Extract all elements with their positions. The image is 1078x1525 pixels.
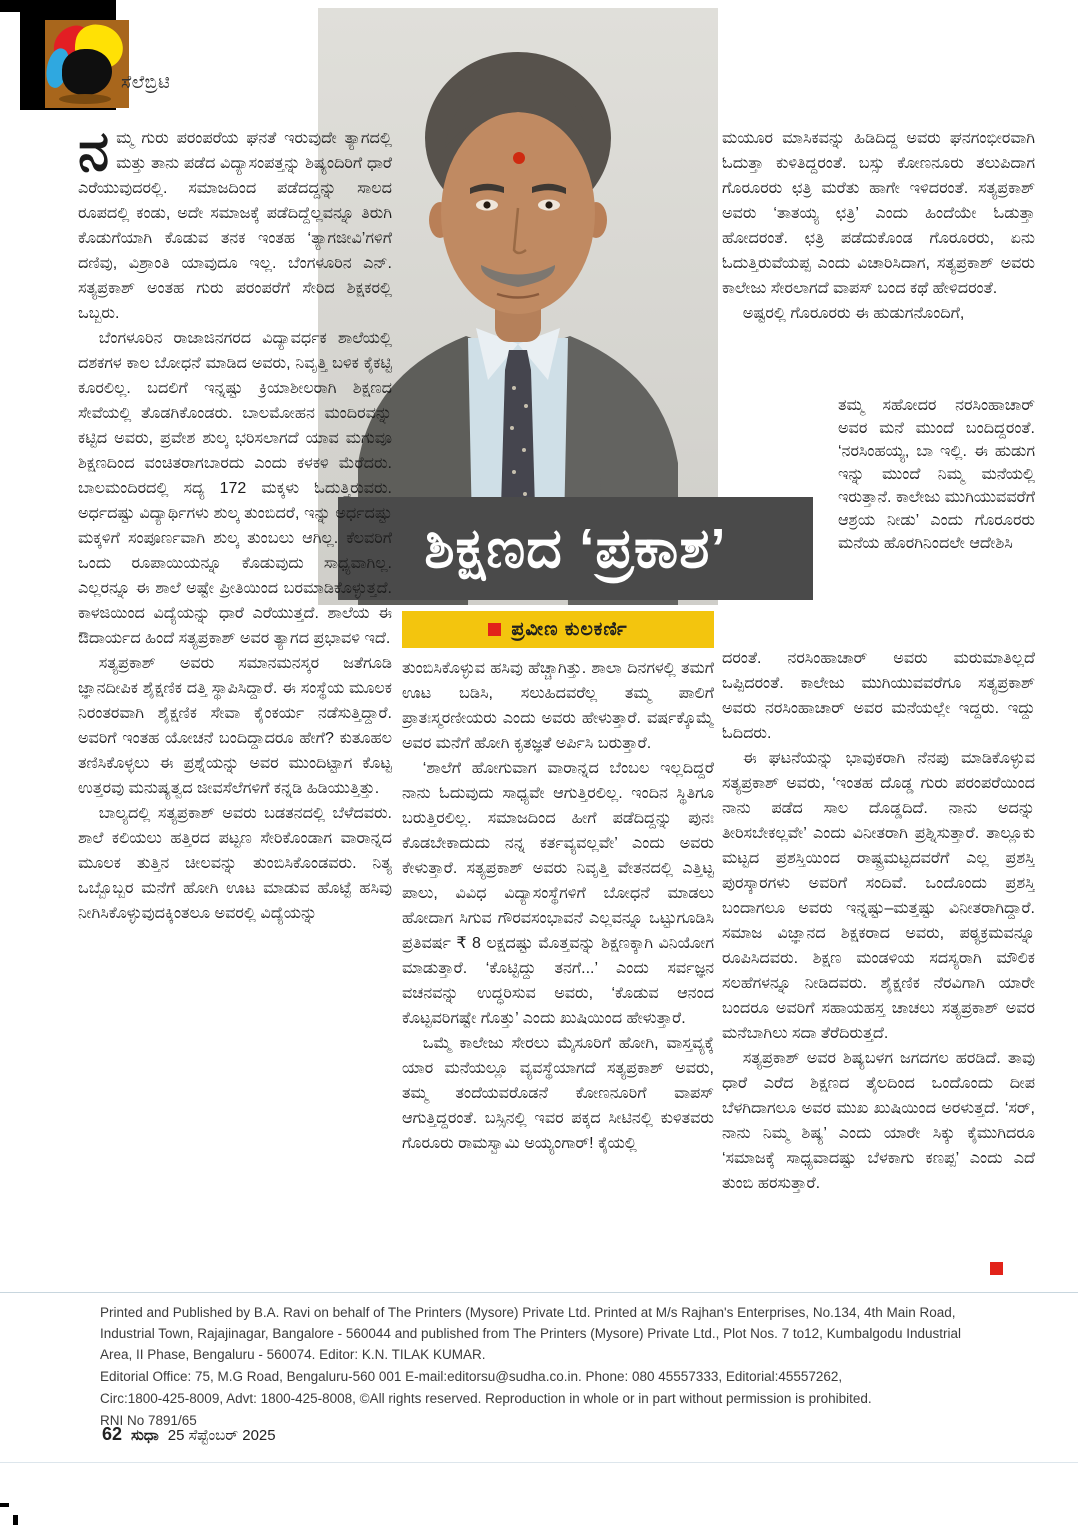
middle-column: [402, 656, 714, 1288]
imprint-line: RNI No 7891/65: [100, 1413, 197, 1428]
binding-mark: [13, 1515, 18, 1525]
paragraph: ‘ಶಾಲೆಗೆ ಹೋಗುವಾಗ ವಾರಾನ್ನದ ಬೆಂಬಲ ಇಲ್ಲದಿದ್ದರೆ ನಾನು ಓದುವುದು ಸಾಧ್ಯವೇ ಆಗುತ್ತಿರಲಿಲ್ಲ. ಇಂದಿನ ಸ್ಥಿತಿಗೂ ಬರುತ್ತಿರಲಿಲ್ಲ. ಸಮಾಜದಿಂದ ಹೀಗೆ ಪಡೆದಿದ್ದನ್ನು ಪುನಃ ಕೊಡಬೇಕಾದುದು ನನ್ನ ಕರ್ತವ್ಯವಲ್ಲವೇ’ ಎಂದು ಅವರು ಕೇಳುತ್ತಾರೆ. ಸತ್ಯಪ್ರಕಾಶ್ ಅವರು ನಿವೃತ್ತಿ ವೇತನದಲ್ಲಿ ಎತ್ತಿಟ್ಟ ಪಾಲು, ವಿವಿಧ ವಿದ್ಯಾಸಂಸ್ಥೆಗಳಿಗೆ ಬೋಧನೆ ಮಾಡಲು ಹೋದಾಗ ಸಿಗುವ ಗೌರವಸಂಭಾವನೆ ಎಲ್ಲವನ್ನೂ ಒಟ್ಟುಗೂಡಿಸಿ ಪ್ರತಿವರ್ಷ ₹ 8 ಲಕ್ಷದಷ್ಟು ಮೊತ್ತವನ್ನು ಶಿಕ್ಷಣಕ್ಕಾಗಿ ವಿನಿಯೋಗ ಮಾಡುತ್ತಾರೆ. ‘ಕೊಟ್ಟಿದ್ದು ತನಗೆ...’ ಎಂದು ಸರ್ವಜ್ಞನ ವಚನವನ್ನು ಉದ್ಧರಿಸುವ ಅವರು, ‘ಕೊಡುವ ಆನಂದ ಕೊಟ್ಟವರಿಗಷ್ಟೇ ಗೊತ್ತು’ ಎಂದು ಖುಷಿಯಿಂದ ಹೇಳುತ್ತಾರೆ.: [402, 760, 714, 1027]
byline-square-icon: [488, 623, 501, 636]
section-label: ಸೆಲೆಬ್ರಿಟಿ: [121, 72, 171, 92]
logo-black-blob-icon: [62, 49, 112, 95]
sudha-logo-square: [45, 20, 129, 108]
paragraph: ಅಷ್ಟರಲ್ಲಿ ಗೊರೂರರು ಈ ಹುಡುಗನೊಂದಿಗೆ,: [742, 305, 965, 322]
bottom-divider: [0, 1462, 1078, 1463]
drop-cap: ನ: [78, 126, 110, 182]
paragraph: ನಮ್ಮ ಗುರು ಪರಂಪರೆಯ ಘನತೆ ಇರುವುದೇ ತ್ಯಾಗದಲ್ಲಿ ಮತ್ತು ತಾನು ಪಡೆದ ವಿದ್ಯಾಸಂಪತ್ತನ್ನು ಶಿಷ್ಯಂದಿರಿಗೆ ಧಾರೆ ಎರೆಯುವುದರಲ್ಲಿ. ಸಮಾಜದಿಂದ ಪಡೆದದ್ದನ್ನು ಸಾಲದ ರೂಪದಲ್ಲಿ ಕಂಡು, ಅದೇ ಸಮಾಜಕ್ಕೆ ಪಡೆದಿದ್ದೆಲ್ಲವನ್ನೂ ತಿರುಗಿ ಕೊಡುಗೆಯಾಗಿ ಕೊಡುವ ತನಕ ಇಂತಹ ‘ತ್ಯಾಗಜೀವಿ’ಗಳಿಗೆ ದಣಿವು, ವಿಶ್ರಾಂತಿ ಯಾವುದೂ ಇಲ್ಲ. ಬೆಂಗಳೂರಿನ ಎನ್. ಸತ್ಯಪ್ರಕಾಶ್ ಅಂತಹ ಗುರು ಪರಂಪರೆಗೆ ಸೇರಿದ ಶಿಕ್ಷಕರಲ್ಲಿ ಒಬ್ಬರು.: [78, 126, 392, 322]
paragraph: ತಮ್ಮ ಸಹೋದರ ನರಸಿಂಹಾಚಾರ್ ಅವರ ಮನೆ ಮುಂದೆ ಬಂದಿದ್ದರಂತೆ. ‘ನರಸಿಂಹಯ್ಯ, ಬಾ ಇಲ್ಲಿ. ಈ ಹುಡುಗ ಇನ್ನು ಮುಂದೆ ನಿಮ್ಮ ಮನೆಯಲ್ಲಿ ಇರುತ್ತಾನೆ. ಕಾಲೇಜು ಮುಗಿಯುವವರೆಗೆ ಆಶ್ರಯ ನೀಡು’ ಎಂದು ಗೊರೂರರು ಮನೆಯ ಹೊರಗಿನಿಂದಲೇ ಆದೇಶಿಸಿ: [838, 397, 1035, 552]
imprint-line: Circ:1800-425-8009, Advt: 1800-425-8008, ©All rights reserved. Reproduction in whole or in part without permission is prohibited.: [100, 1391, 872, 1406]
byline-box: [402, 611, 714, 648]
logo-shadow-ellipse: [59, 94, 111, 104]
paragraph: ದರಂತೆ. ನರಸಿಂಹಾಚಾರ್ ಅವರು ಮರುಮಾತಿಲ್ಲದೆ ಒಪ್ಪಿದರಂತೆ. ಕಾಲೇಜು ಮುಗಿಯುವವರೆಗೂ ಸತ್ಯಪ್ರಕಾಶ್ ಅವರು ನರಸಿಂಹಾಚಾರ್ ಅವರ ಮನೆಯಲ್ಲೇ ಇದ್ದರು. ಇದ್ದು ಓದಿದರು.: [722, 650, 1035, 742]
page-footer: [102, 1424, 276, 1445]
article-end-mark: [990, 1262, 1003, 1275]
binding-mark: [0, 1503, 9, 1507]
sudha-logo: [20, 0, 116, 110]
imprint-line: Printed and Published by B.A. Ravi on behalf of The Printers (Mysore) Private Ltd. Printed at M/s Rajhan's Enterprises, No.134, 4th Main Road, Industrial Town, Rajajinagar, Bangalore - 560044 and published from The Printers (Mysore) Private Ltd., Plot Nos. 7 to12, Kumbalgodu Industrial Area, II Phase, Bengaluru - 560074. Editor: K.N. TILAK KUMAR.: [100, 1305, 961, 1362]
paragraph: ಬೆಂಗಳೂರಿನ ರಾಜಾಜಿನಗರದ ವಿದ್ಯಾವರ್ಧಕ ಶಾಲೆಯಲ್ಲಿ ದಶಕಗಳ ಕಾಲ ಬೋಧನೆ ಮಾಡಿದ ಅವರು, ನಿವೃತ್ತಿ ಬಳಿಕ ಕೈಕಟ್ಟಿ ಕೂರಲಿಲ್ಲ. ಬದಲಿಗೆ ಇನ್ನಷ್ಟು ಕ್ರಿಯಾಶೀಲರಾಗಿ ಶಿಕ್ಷಣದ ಸೇವೆಯಲ್ಲಿ ತೊಡಗಿಕೊಂಡರು. ಬಾಲಮೋಹನ ಮಂದಿರವನ್ನು ಕಟ್ಟಿದ ಅವರು, ಪ್ರವೇಶ ಶುಲ್ಕ ಭರಿಸಲಾಗದೆ ಯಾವ ಮಗುವೂ ಶಿಕ್ಷಣದಿಂದ ವಂಚಿತರಾಗಬಾರದು ಎಂದು ಕಳಕಳಿ ಮೆರೆದರು. ಬಾಲಮಂದಿರದಲ್ಲಿ ಸದ್ಯ 172 ಮಕ್ಕಳು ಓದುತ್ತಿರುವರು. ಅರ್ಧದಷ್ಟು ವಿದ್ಯಾರ್ಥಿಗಳು ಶುಲ್ಕ ತುಂಬಿದರೆ, ಇನ್ನು ಅರ್ಧದಷ್ಟು ಮಕ್ಕಳಿಗೆ ಸಂಪೂರ್ಣವಾಗಿ ಶುಲ್ಕ ತುಂಬಲು ಆಗಿಲ್ಲ. ಕೆಲವರಿಗೆ ಒಂದು ರೂಪಾಯಿಯನ್ನೂ ಕೊಡುವುದು ಸಾಧ್ಯವಾಗಿಲ್ಲ. ಎಲ್ಲರನ್ನೂ ಈ ಶಾಲೆ ಅಷ್ಟೇ ಪ್ರೀತಿಯಿಂದ ಬರಮಾಡಿಕೊಳ್ಳುತ್ತದೆ. ಕಾಳಜಿಯಿಂದ ವಿದ್ಯೆಯನ್ನು ಧಾರೆ ಎರೆಯುತ್ತದೆ. ಶಾಲೆಯ ಈ ಔದಾರ್ಯದ ಹಿಂದೆ ಸತ್ಯಪ್ರಕಾಶ್ ಅವರ ತ್ಯಾಗದ ಪ್ರಭಾವಳಿ ಇದೆ.: [78, 330, 392, 647]
page-number: 62: [102, 1424, 123, 1444]
paragraph: ಬಾಲ್ಯದಲ್ಲಿ ಸತ್ಯಪ್ರಕಾಶ್ ಅವರು ಬಡತನದಲ್ಲಿ ಬೆಳೆದವರು. ಶಾಲೆ ಕಲಿಯಲು ಹತ್ತಿರದ ಪಟ್ಟಣ ಸೇರಿಕೊಂಡಾಗ ವಾರಾನ್ನದ ಮೂಲಕ ತುತ್ತಿನ ಚೀಲವನ್ನು ತುಂಬಿಸಿಕೊಂಡವರು. ನಿತ್ಯ ಒಬ್ಬೊಬ್ಬರ ಮನೆಗೆ ಹೋಗಿ ಊಟ ಮಾಡುವ ಹೊಟ್ಟೆ ಹಸಿವು ನೀಗಿಸಿಕೊಳ್ಳುವುದಕ್ಕಿಂತಲೂ ಅವರಲ್ಲಿ ವಿದ್ಯೆಯನ್ನು: [78, 805, 392, 922]
paragraph: ಒಮ್ಮೆ ಕಾಲೇಜು ಸೇರಲು ಮೈಸೂರಿಗೆ ಹೋಗಿ, ವಾಸ್ತವ್ಯಕ್ಕೆ ಯಾರ ಮನೆಯಲ್ಲೂ ವ್ಯವಸ್ಥೆಯಾಗದೆ ಸತ್ಯಪ್ರಕಾಶ್ ಅವರು, ತಮ್ಮ ತಂದೆಯವರೊಡನೆ ಕೋಣನೂರಿಗೆ ವಾಪಸ್ ಆಗುತ್ತಿದ್ದರಂತೆ. ಬಸ್ಸಿನಲ್ಲಿ ಇವರ ಪಕ್ಕದ ಸೀಟಿನಲ್ಲಿ ಕುಳಿತವರು ಗೊರೂರು ರಾಮಸ್ವಾಮಿ ಅಯ್ಯಂಗಾರ್! ಕೈಯಲ್ಲಿ: [402, 1035, 714, 1152]
imprint-line: Editorial Office: 75, M.G Road, Bengaluru-560 001 E-mail:editorsu@sudha.co.in. Phone: 080 45557333, Editorial:45557262,: [100, 1369, 843, 1384]
paragraph: ಸತ್ಯಪ್ರಕಾಶ್ ಅವರು ಸಮಾನಮನಸ್ಕರ ಜತೆಗೂಡಿ ಜ್ಞಾನದೀಪಿಕ ಶೈಕ್ಷಣಿಕ ದತ್ತಿ ಸ್ಥಾಪಿಸಿದ್ದಾರೆ. ಈ ಸಂಸ್ಥೆಯ ಮೂಲಕ ನಿರಂತರವಾಗಿ ಶೈಕ್ಷಣಿಕ ಸೇವಾ ಕೈಂಕರ್ಯ ನಡೆಸುತ್ತಿದ್ದಾರೆ. ಅವರಿಗೆ ಇಂತಹ ಯೋಚನೆ ಬಂದಿದ್ದಾದರೂ ಹೇಗೆ? ಕುತೂಹಲ ತಣಿಸಿಕೊಳ್ಳಲು ಈ ಪ್ರಶ್ನೆಯನ್ನು ಅವರ ಮುಂದಿಟ್ಟಾಗ ಕೊಟ್ಟ ಉತ್ತರವು ಮನುಷ್ಯತ್ವದ ಜೀವಸೆಲೆಗಳಿಗೆ ಕನ್ನಡಿ ಹಿಡಿಯುತ್ತಿತ್ತು.: [78, 655, 392, 797]
paragraph: ಸತ್ಯಪ್ರಕಾಶ್ ಅವರ ಶಿಷ್ಯಬಳಗ ಜಗದಗಲ ಹರಡಿದೆ. ತಾವು ಧಾರೆ ಎರೆದ ಶಿಕ್ಷಣದ ತೈಲದಿಂದ ಒಂದೊಂದು ದೀಪ ಬೆಳಗಿದಾಗಲೂ ಅವರ ಮುಖ ಖುಷಿಯಿಂದ ಅರಳುತ್ತದೆ. ‘ಸರ್, ನಾನು ನಿಮ್ಮ ಶಿಷ್ಯ’ ಎಂದು ಯಾರೇ ಸಿಕ್ಕು ಕೈಮುಗಿದರೂ ‘ಸಮಾಜಕ್ಕೆ ಸಾಧ್ಯವಾದಷ್ಟು ಬೆಳಕಾಗು ಕಣಪ್ಪ’ ಎಂದು ಎದೆ ತುಂಬಿ ಹರಸುತ್ತಾರೆ.: [722, 1050, 1035, 1192]
magazine-name: ಸುಧಾ: [131, 1427, 159, 1444]
right-column-narrow: [838, 394, 1035, 646]
issue-date: 25 ಸೆಪ್ಟೆಂಬರ್ 2025: [167, 1427, 276, 1444]
paragraph: ಮಯೂರ ಮಾಸಿಕವನ್ನು ಹಿಡಿದಿದ್ದ ಅವರು ಘನಗಂಭೀರವಾಗಿ ಓದುತ್ತಾ ಕುಳಿತಿದ್ದರಂತೆ. ಬಸ್ಸು ಕೋಣನೂರು ತಲುಪಿದಾಗ ಗೊರೂರರು ಛತ್ರಿ ಮರೆತು ಹಾಗೇ ಇಳಿದರಂತೆ. ಸತ್ಯಪ್ರಕಾಶ್ ಅವರು ‘ತಾತಯ್ಯ ಛತ್ರಿ’ ಎಂದು ಹಿಂದೆಯೇ ಓಡುತ್ತಾ ಹೋದರಂತೆ. ಛತ್ರಿ ಪಡೆದುಕೊಂಡ ಗೊರೂರರು, ಏನು ಓದುತ್ತಿರುವೆಯಪ್ಪ ಎಂದು ವಿಚಾರಿಸಿದಾಗ, ಸತ್ಯಪ್ರಕಾಶ್ ಅವರು ಕಾಲೇಜು ಸೇರಲಾಗದೆ ವಾಪಸ್ ಬಂದ ಕಥೆ ಹೇಳಿದರಂತೆ.: [722, 130, 1035, 297]
imprint-block: [100, 1302, 992, 1432]
article-headline: ಶಿಕ್ಷಣದ ‘ಪ್ರಕಾಶ’: [338, 497, 813, 600]
paragraph: ತುಂಬಿಸಿಕೊಳ್ಳುವ ಹಸಿವು ಹೆಚ್ಚಾಗಿತ್ತು. ಶಾಲಾ ದಿನಗಳಲ್ಲಿ ತಮಗೆ ಊಟ ಬಡಿಸಿ, ಸಲುಹಿದವರೆಲ್ಲ ತಮ್ಮ ಪಾಲಿಗೆ ಪ್ರಾತಃಸ್ಮರಣೀಯರು ಎಂದು ಅವರು ಹೇಳುತ್ತಾರೆ. ವರ್ಷಕ್ಕೊಮ್ಮೆ ಅವರ ಮನೆಗೆ ಹೋಗಿ ಕೃತಜ್ಞತೆ ಅರ್ಪಿಸಿ ಬರುತ್ತಾರೆ.: [402, 660, 714, 752]
paragraph: ಈ ಘಟನೆಯನ್ನು ಭಾವುಕರಾಗಿ ನೆನಪು ಮಾಡಿಕೊಳ್ಳುವ ಸತ್ಯಪ್ರಕಾಶ್ ಅವರು, ‘ಇಂತಹ ದೊಡ್ಡ ಗುರು ಪರಂಪರೆಯಿಂದ ನಾನು ಪಡೆದ ಸಾಲ ದೊಡ್ಡದಿದೆ. ನಾನು ಅದನ್ನು ತೀರಿಸಬೇಕಲ್ಲವೇ’ ಎಂದು ವಿನೀತರಾಗಿ ಪ್ರಶ್ನಿಸುತ್ತಾರೆ. ತಾಲ್ಲೂಕು ಮಟ್ಟದ ಪ್ರಶಸ್ತಿಯಿಂದ ರಾಷ್ಟ್ರಮಟ್ಟದವರೆಗೆ ಎಲ್ಲ ಪ್ರಶಸ್ತಿ ಪುರಸ್ಕಾರಗಳು ಅವರಿಗೆ ಸಂದಿವೆ. ಒಂದೊಂದು ಪ್ರಶಸ್ತಿ ಬಂದಾಗಲೂ ಅವರು ಇನ್ನಷ್ಟು–ಮತ್ತಷ್ಟು ವಿನೀತರಾಗಿದ್ದಾರೆ. ಸಮಾಜ ವಿಜ್ಞಾನದ ಶಿಕ್ಷಕರಾದ ಅವರು, ಪಠ್ಯಕ್ರಮವನ್ನೂ ರೂಪಿಸಿದವರು. ಶಿಕ್ಷಣ ಮಂಡಳಿಯ ಸದಸ್ಯರಾಗಿ ಮೌಲಿಕ ಸಲಹೆಗಳನ್ನೂ ನೀಡಿದವರು. ಶೈಕ್ಷಣಿಕ ನೆರವಿಗಾಗಿ ಯಾರೇ ಬಂದರೂ ಅವರಿಗೆ ಸಹಾಯಹಸ್ತ ಚಾಚಲು ಸತ್ಯಪ್ರಕಾಶ್ ಅವರ ಮನೆಬಾಗಿಲು ಸದಾ ತೆರೆದಿರುತ್ತದೆ.: [722, 750, 1035, 1042]
right-column-top: [722, 126, 1035, 394]
footer-divider: [0, 1292, 1078, 1293]
right-column-bottom: [722, 646, 1035, 1288]
byline-author: ಪ್ರವೀಣ ಕುಲಕರ್ಣಿ: [511, 618, 628, 640]
left-column: [78, 126, 392, 1288]
